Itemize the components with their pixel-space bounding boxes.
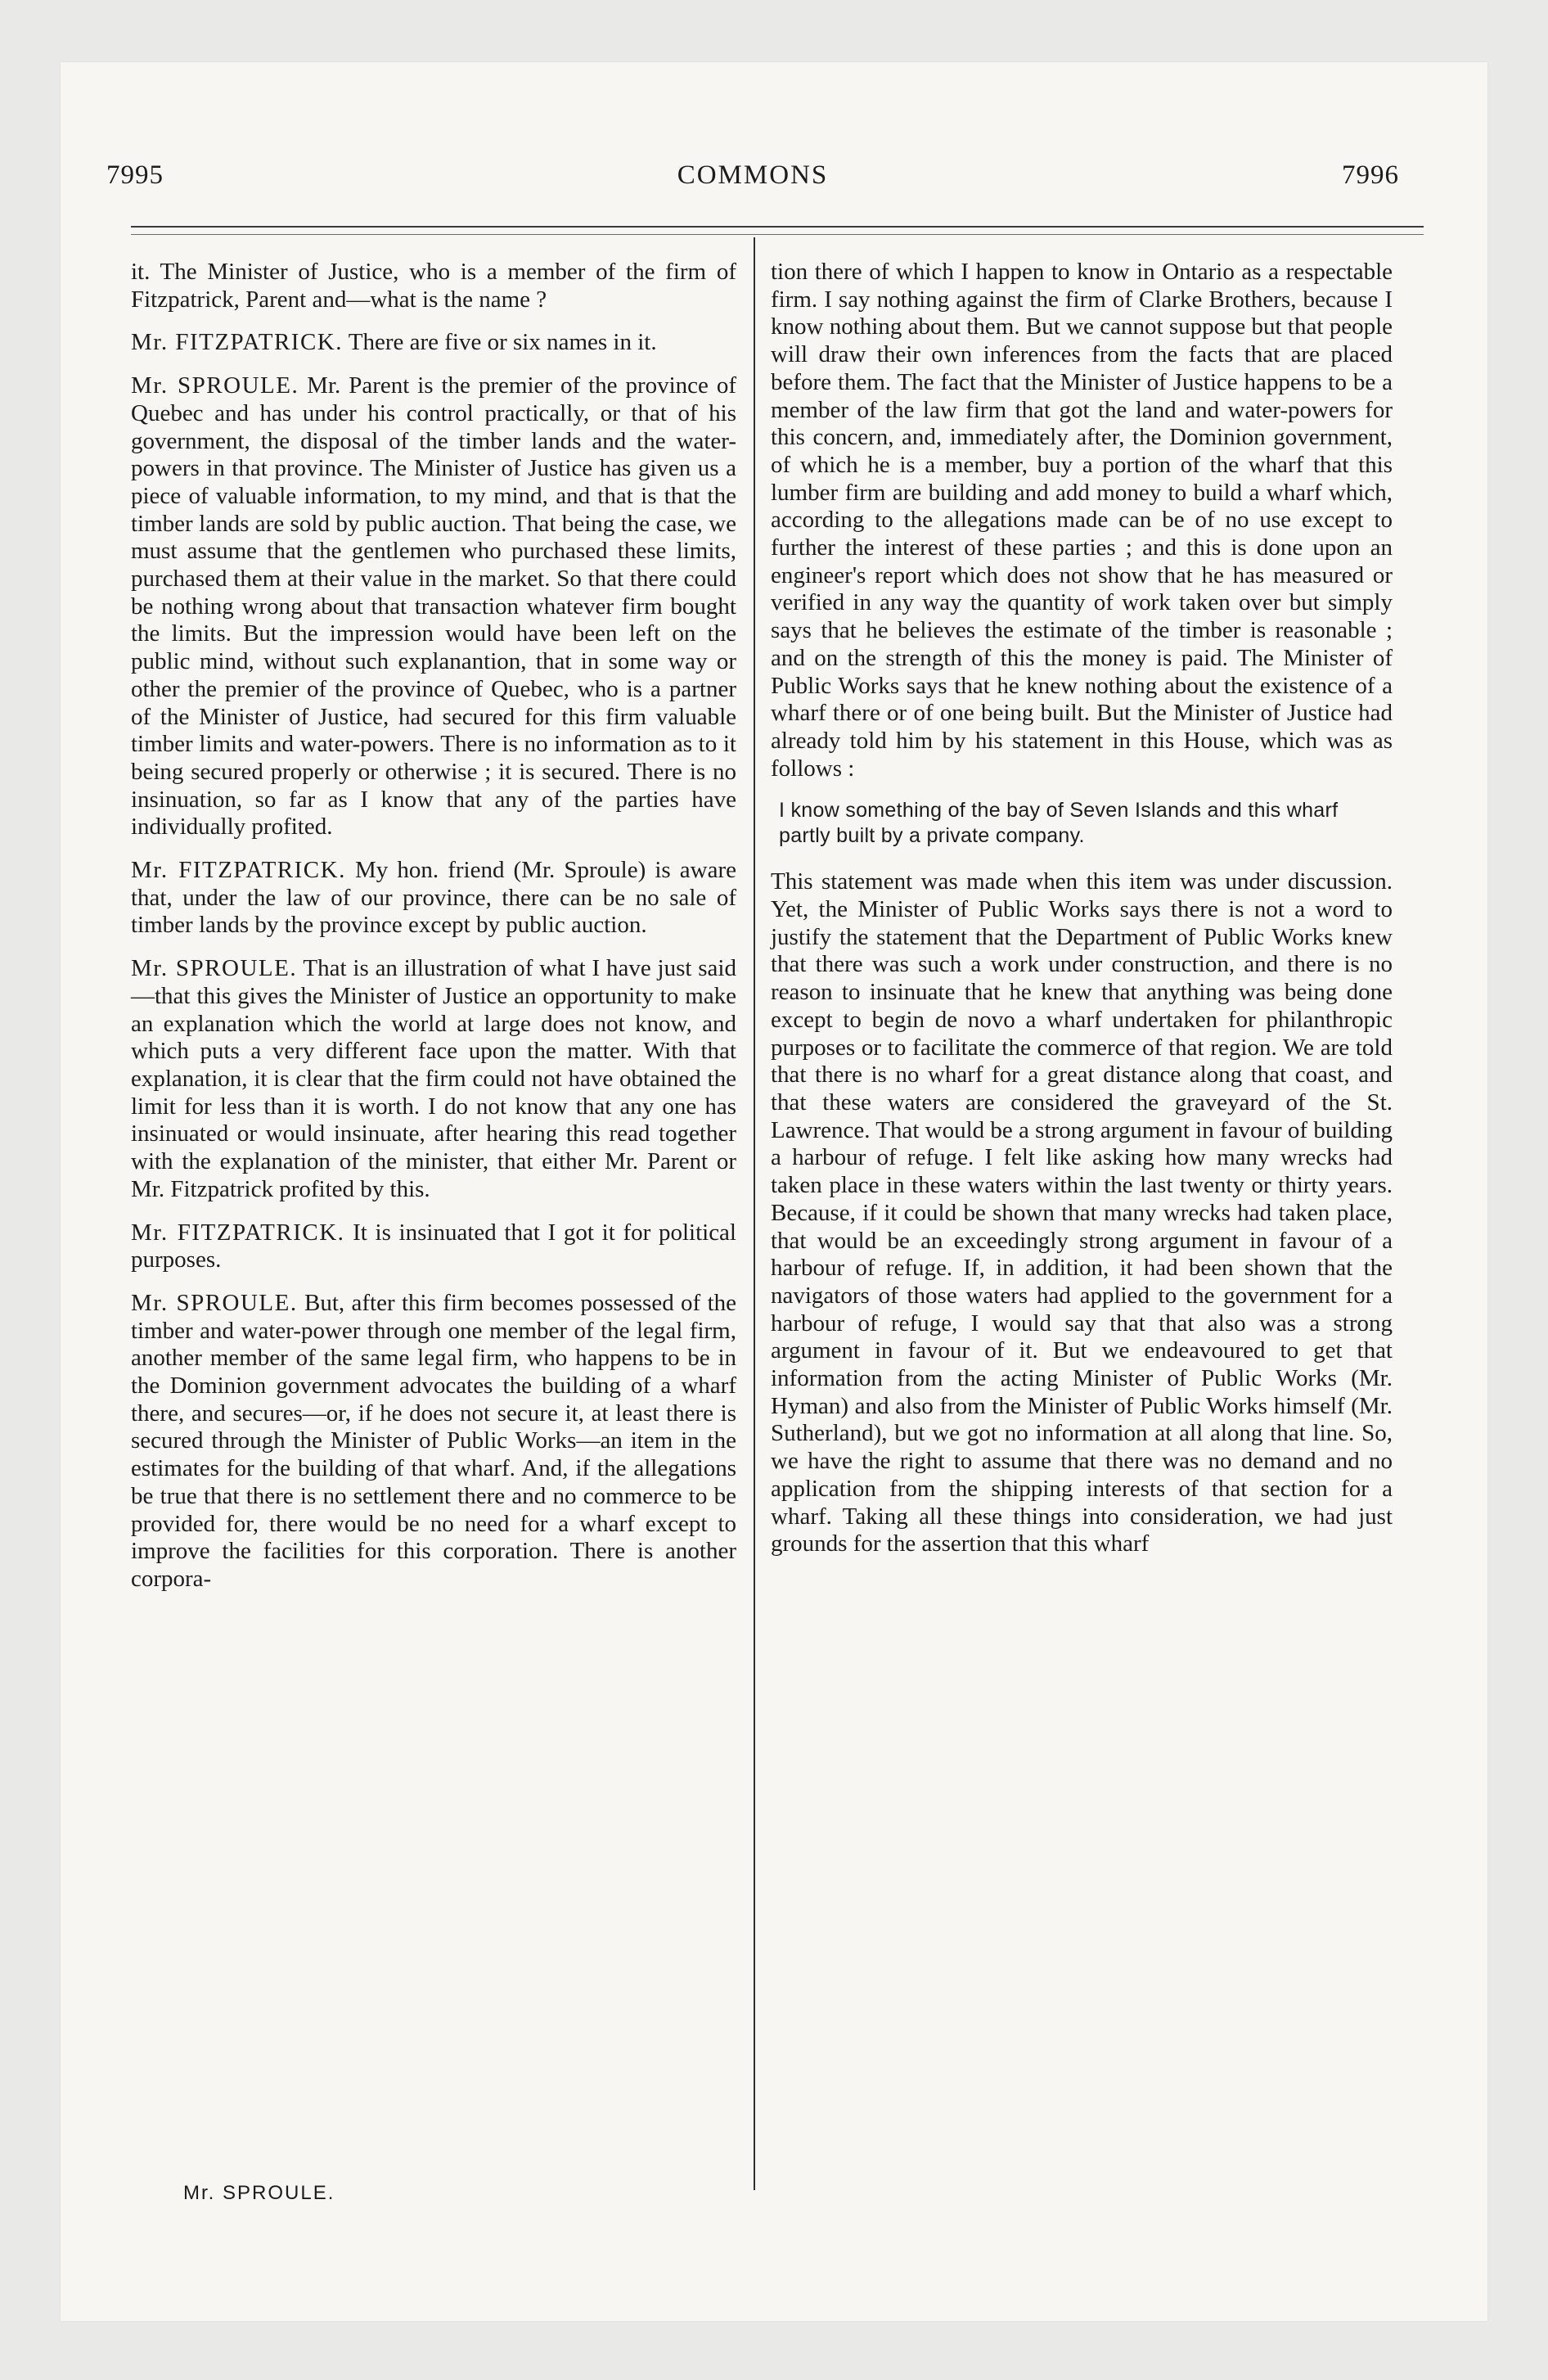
page-number-left: 7995 [106, 160, 164, 190]
column-divider [754, 237, 755, 2190]
speech-text: But, after this firm becomes possessed of the timber and water-power through one member of the legal firm, another member of the same legal firm, who happens to be in the Dominion government advocates the building of a wharf there, and secures—or, if he does not secure it, at least there is secured through the Minister of Public Works—an item in the estimates for the building of that wharf. And, if the allegations be true that there is no settlement there and no commerce to be provided for, there would be no need for a wharf except to improve the facilities for this corporation. There is another corpora- [131, 1289, 736, 1592]
header-rule-thick [131, 226, 1424, 228]
page-title: COMMONS [677, 160, 829, 190]
paragraph [771, 259, 1393, 782]
speech [131, 857, 736, 940]
running-header [106, 160, 1399, 201]
speaker-name: Mr. SPROULE. [131, 1289, 298, 1316]
speech-text: That is an illustration of what I have just said—that this gives the Minister of Justice an opportunity to make an explanation which the world at large does not know, and which puts a very different face upon the matter. With that explanation, it is clear that the firm could not have obtained the limit for less than it is worth. I do not know that any one has insinuated or would insinuate, after hearing this read together with the explanation of the minister, that either Mr. Parent or Mr. Fitzpatrick profited by this. [131, 955, 736, 1202]
paragraph [131, 259, 736, 313]
speech [131, 1219, 736, 1274]
speech [131, 372, 736, 841]
speaker-name: Mr. FITZPATRICK. [131, 857, 346, 884]
speaker-name: Mr. SPROULE. [131, 372, 299, 399]
paragraph [771, 868, 1393, 1558]
paragraph-text: This statement was made when this item was under discussion. Yet, the Minister of Public Works says there is not a word to justify the statement that the Department of Public Works knew that there was such a work under construction, and there is no reason to insinuate that he knew that anything was being done except to begin de novo a wharf undertaken for philanthropic purposes or to facilitate the commerce of that region. We are told that there is no wharf for a great distance along that coast, and that these waters are considered the graveyard of the St. Lawrence. That would be a strong argument in favour of building a harbour of refuge. I felt like asking how many wrecks had taken place in these waters within the last twenty or thirty years. Because, if it could be shown that many wrecks had taken place, that would be an exceedingly strong argument in favour of a harbour of refuge. If, in addition, it had been shown that the navigators of those waters had applied to the government for a harbour of refuge, I would say that that also was a strong argument in favour of it. But we endeavoured to get that information from the acting Minister of Public Works (Mr. Hyman) and also from the Minister of Public Works himself (Mr. Sutherland), but we got no information at all along that line. So, we have the right to assume that there was no demand and no application from the shipping interests of that section for a wharf. Taking all these things into consideration, we had just grounds for the assertion that this wharf [771, 868, 1393, 1557]
speaker-name: Mr. SPROULE. [131, 955, 298, 982]
speech [131, 955, 736, 1203]
speech-text: Mr. Parent is the premier of the province of Quebec and has under his control practically, or that of his government, the disposal of the timber lands and the water-powers in that province. The Minister of Justice has given us a piece of valuable information, to my mind, and that is that the timber lands are sold by public auction. That being the case, we must assume that the gentlemen who purchased these limits, purchased them at their value in the market. So that there could be nothing wrong about that transaction whatever firm bought the limits. But the impression would have been left on the public mind, without such explanantion, that in some way or other the premier of the province of Quebec, who is a partner of the Minister of Justice, had secured for this firm valuable timber limits and water-powers. There is no information as to it being secured properly or otherwise ; it is secured. There is no insinuation, so far as I know that any of the parties have individually profited. [131, 372, 737, 841]
speech-text: There are five or six names in it. [348, 329, 657, 356]
right-column [771, 259, 1393, 1574]
speaker-name: Mr. FITZPATRICK. [131, 1219, 345, 1246]
page-number-right: 7996 [1342, 160, 1399, 190]
left-column [131, 259, 736, 1609]
paragraph-text: it. The Minister of Justice, who is a member of the firm of Fitzpatrick, Parent and—what is the name ? [131, 259, 736, 313]
speech-text: It is insinuated that I got it for political purposes. [131, 1219, 736, 1273]
speech [131, 329, 736, 357]
header-rule-thin [131, 234, 1424, 235]
paragraph-text: tion there of which I happen to know in Ontario as a respectable firm. I say nothing against the firm of Clarke Brothers, because I know nothing about them. But we cannot suppose but that people will draw their own inferences from the facts that are placed before them. The fact that the Minister of Justice happens to be a member of the law firm that got the land and water-powers for this concern, and, immediately after, the Dominion government, of which he is a member, buy a portion of the wharf that this lumber firm are building and add money to build a wharf which, according to the allegations made can be of no use except to further the interest of these parties ; and this is done upon an engineer's report which does not show that he has measured or verified in any way the quantity of work taken over but simply says that he believes the estimate of the timber is reasonable ; and on the strength of this the money is paid. The Minister of Public Works says that he knew nothing about the existence of a wharf there or of one being built. But the Minister of Justice had already told him by his statement in this House, which was as follows : [771, 259, 1393, 782]
speech-text: My hon. friend (Mr. Sproule) is aware that, under the law of our province, there can be no sale of timber lands by the province except by public auction. [131, 857, 737, 939]
speech [131, 1290, 736, 1593]
speaker-name: Mr. FITZPATRICK. [131, 329, 344, 356]
footer-speaker-name: Mr. SPROULE. [183, 2182, 335, 2204]
block-quote: I know something of the bay of Seven Islands and this wharf partly built by a private company. [779, 799, 1339, 848]
